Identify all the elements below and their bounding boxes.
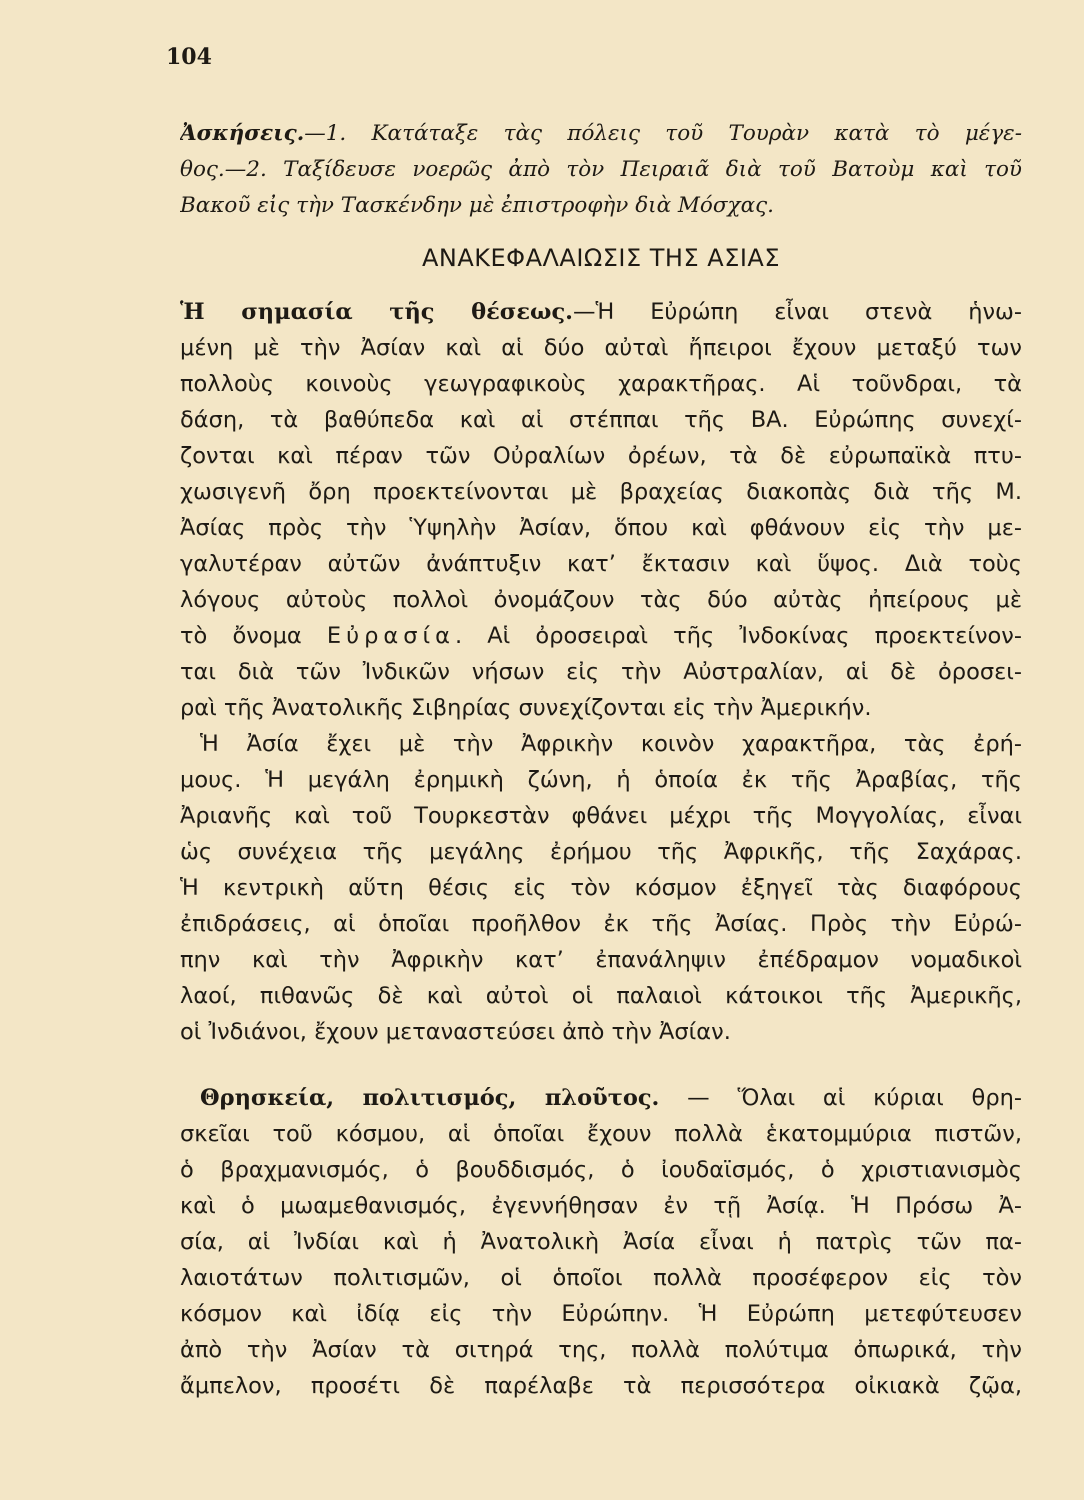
paragraph-line: ἀπὸ τὴν Ἀσίαν τὰ σιτηρά της, πολλὰ πολύτιμα ὀπωρικά, τὴν (180, 1337, 1022, 1363)
paragraph-line: σκεῖαι τοῦ κόσμου, αἱ ὁποῖαι ἔχουν πολλὰ ἑκατομμύρια πιστῶν, (180, 1121, 1022, 1147)
section1-first-line (180, 294, 1022, 330)
exercises-label: Ἀσκήσεις. (180, 121, 305, 146)
paragraph-line-eurasia (180, 618, 1022, 654)
section-heading: ΑΝΑΚΕΦΑΛΑΙΩΣΙΣ ΤΗΣ ΑΣΙΑΣ (421, 244, 781, 272)
paragraph-line: λόγους αὐτοὺς πολλοὶ ὀνομάζουν τὰς δύο αὐτὰς ἠπείρους μὲ (180, 587, 1022, 613)
paragraph-line: ζονται καὶ πέραν τῶν Οὐραλίων ὀρέων, τὰ δὲ εὐρωπαϊκὰ πτυ- (180, 443, 1022, 469)
exercises-text-1: —1. Κατάταξε τὰς πόλεις τοῦ Τουρὰν κατὰ τὸ μέγε- (304, 121, 1022, 146)
paragraph-line: μένη μὲ τὴν Ἀσίαν καὶ αἱ δύο αὐταὶ ἤπειροι ἔχουν μεταξύ των (180, 335, 1022, 361)
exercises-line-3: Βακοῦ εἰς τὴν Τασκένδην μὲ ἐπιστροφὴν διὰ Μόσχας. (180, 193, 774, 218)
exercises-line-1 (180, 116, 1022, 152)
exercises-line-2: θος.—2. Ταξίδευσε νοερῶς ἀπὸ τὸν Πειραιᾶ διὰ τοῦ Βατοὺμ καὶ τοῦ (180, 157, 1022, 182)
paragraph-line: γαλυτέραν αὐτῶν ἀνάπτυξιν κατ’ ἔκτασιν καὶ ὕψος. Διὰ τοὺς (180, 551, 1022, 577)
eurasia-word: Εὐρασία (326, 623, 455, 649)
paragraph-line: πην καὶ τὴν Ἀφρικὴν κατ’ ἐπανάληψιν ἐπέδραμον νομαδικοὶ (180, 947, 1022, 973)
paragraph-line: ὡς συνέχεια τῆς μεγάλης ἐρήμου τῆς Ἀφρικῆς, τῆς Σαχάρας. (180, 839, 1022, 865)
paragraph-line: μους. Ἡ μεγάλη ἐρημικὴ ζώνη, ἡ ὁποία ἐκ τῆς Ἀραβίας, τῆς (180, 767, 1022, 793)
paragraph-line: ἐπιδράσεις, αἱ ὁποῖαι προῆλθον ἐκ τῆς Ἀσίας. Πρὸς τὴν Εὐρώ- (180, 911, 1022, 937)
section2-title: Θρησκεία, πολιτισμός, πλοῦτος. (200, 1085, 660, 1111)
paragraph-line: ται διὰ τῶν Ἰνδικῶν νήσων εἰς τὴν Αὐστραλίαν, αἱ δὲ ὀροσει- (180, 659, 1022, 685)
paragraph-line: δάση, τὰ βαθύπεδα καὶ αἱ στέππαι τῆς ΒΑ. Εὐρώπης συνεχί- (180, 407, 1022, 433)
section2-first-line (200, 1080, 1022, 1116)
paragraph-line: οἱ Ἰνδιάνοι, ἔχουν μεταναστεύσει ἀπὸ τὴν Ἀσίαν. (180, 1019, 731, 1045)
paragraph-line: ἄμπελον, προσέτι δὲ παρέλαβε τὰ περισσότερα οἰκιακὰ ζῷα, (180, 1373, 1022, 1399)
paragraph-line: λαοί, πιθανῶς δὲ καὶ αὐτοὶ οἱ παλαιοὶ κάτοικοι τῆς Ἀμερικῆς, (180, 983, 1022, 1009)
paragraph-line: πολλοὺς κοινοὺς γεωγραφικοὺς χαρακτῆρας. Αἱ τοῦνδραι, τὰ (180, 371, 1022, 397)
paragraph-line: χωσιγενῆ ὄρη προεκτείνονται μὲ βραχείας διακοπὰς διὰ τῆς Μ. (180, 479, 1022, 505)
page-number: 104 (166, 44, 212, 70)
section2-first-text: — Ὅλαι αἱ κύριαι θρη- (659, 1085, 1022, 1111)
paragraph-line: καὶ ὁ μωαμεθανισμός, ἐγεννήθησαν ἐν τῇ Ἀσίᾳ. Ἡ Πρόσω Ἀ- (180, 1193, 1022, 1219)
paragraph-line: Ἀσίας πρὸς τὴν Ὑψηλὴν Ἀσίαν, ὅπου καὶ φθάνουν εἰς τὴν με- (180, 515, 1022, 541)
eurasia-after: . Αἱ ὀροσειραὶ τῆς Ἰνδοκίνας προεκτείνον- (454, 623, 1022, 649)
section1-first-text: —Ἡ Εὐρώπη εἶναι στενὰ ἡνω- (573, 299, 1022, 325)
paragraph-line: Ἡ Ἀσία ἔχει μὲ τὴν Ἀφρικὴν κοινὸν χαρακτῆρα, τὰς ἐρή- (200, 731, 1022, 757)
paragraph-line: ὁ βραχμανισμός, ὁ βουδδισμός, ὁ ἰουδαϊσμός, ὁ χριστιανισμὸς (180, 1157, 1022, 1183)
paragraph-line: Ἀριανῆς καὶ τοῦ Τουρκεστὰν φθάνει μέχρι τῆς Μογγολίας, εἶναι (180, 803, 1022, 829)
paragraph-line: σία, αἱ Ἰνδίαι καὶ ἡ Ἀνατολικὴ Ἀσία εἶναι ἡ πατρὶς τῶν πα- (180, 1229, 1022, 1255)
eurasia-before: τὸ ὄνομα (180, 623, 327, 649)
paragraph-line: λαιοτάτων πολιτισμῶν, οἱ ὁποῖοι πολλὰ προσέφερον εἰς τὸν (180, 1265, 1022, 1291)
paragraph-line: ραὶ τῆς Ἀνατολικῆς Σιβηρίας συνεχίζονται εἰς τὴν Ἀμερικήν. (180, 695, 872, 721)
paragraph-line: κόσμον καὶ ἰδίᾳ εἰς τὴν Εὐρώπην. Ἡ Εὐρώπη μετεφύτευσεν (180, 1301, 1022, 1327)
paragraph-line: Ἡ κεντρικὴ αὕτη θέσις εἰς τὸν κόσμον ἐξηγεῖ τὰς διαφόρους (180, 875, 1022, 901)
section1-title: Ἡ σημασία τῆς θέσεως. (180, 299, 573, 325)
